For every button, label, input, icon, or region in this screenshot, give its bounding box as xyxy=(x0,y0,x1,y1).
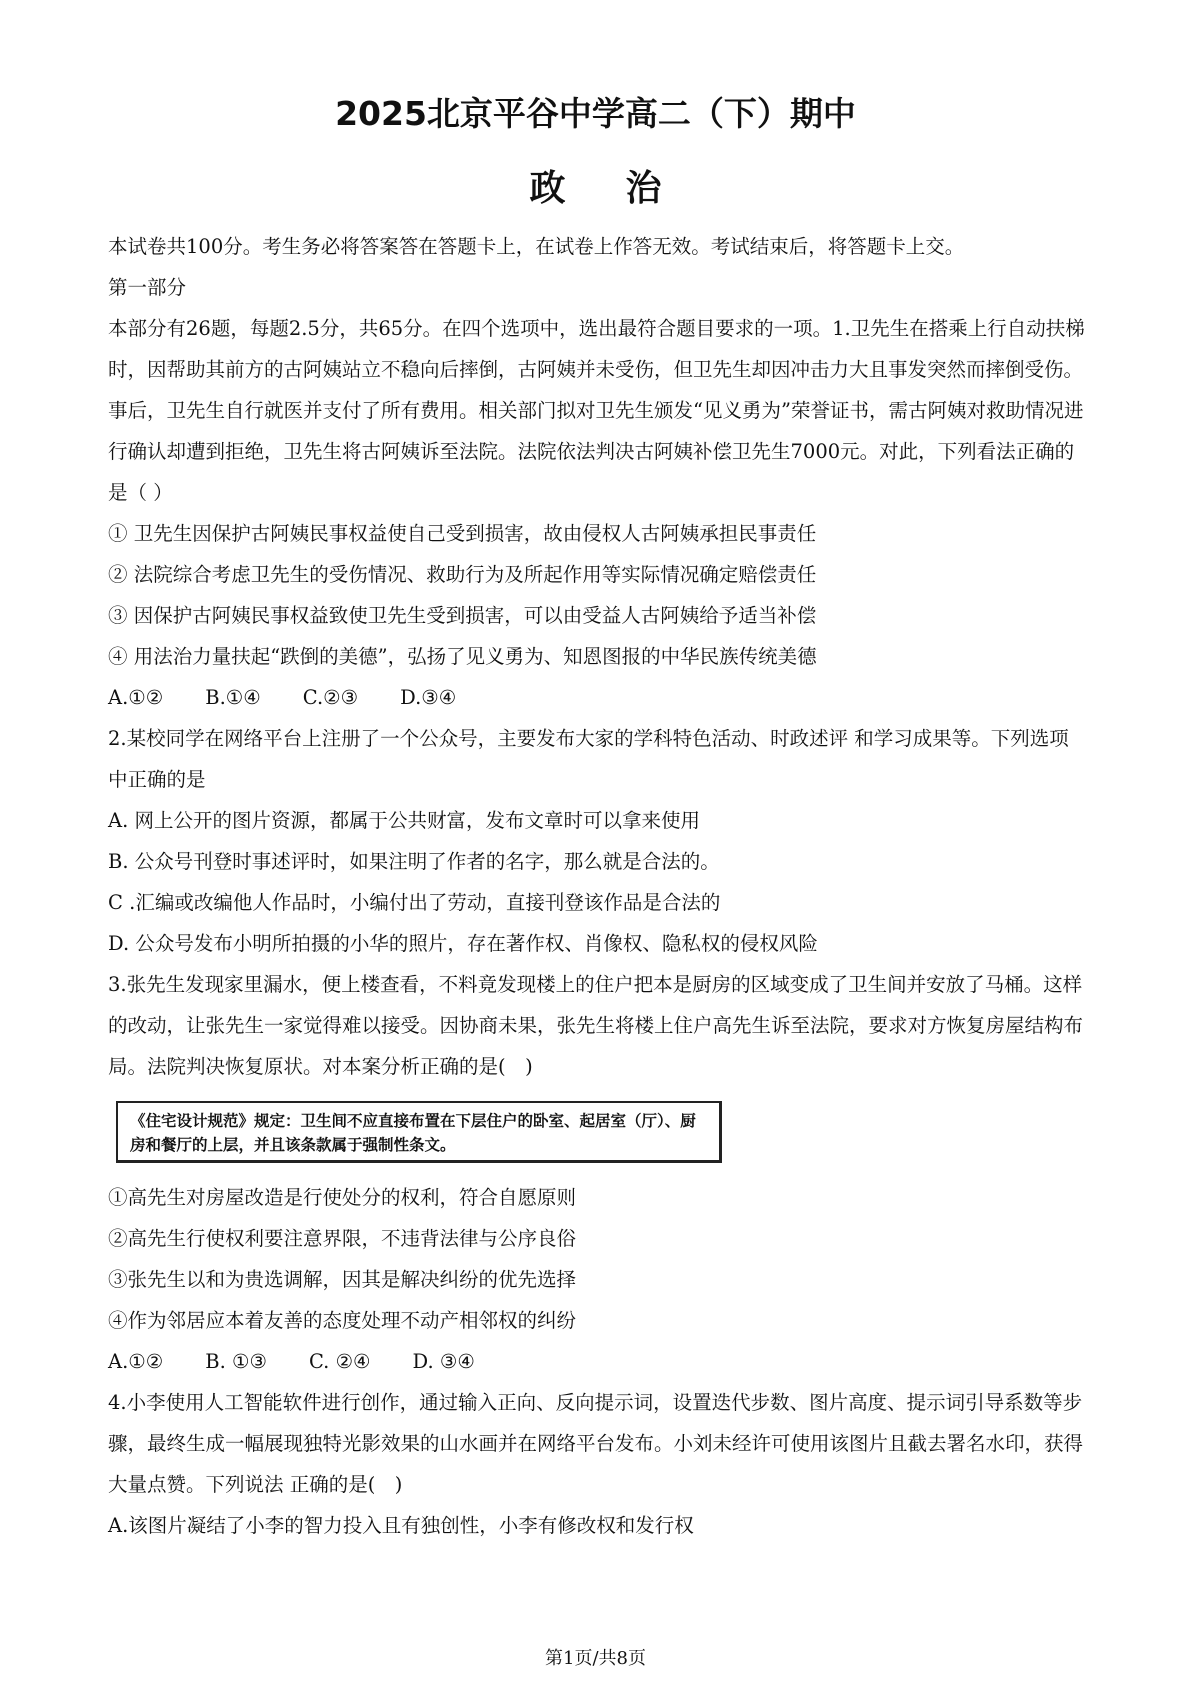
q3-item-2: ②高先生行使权利要注意界限，不违背法律与公序良俗 xyxy=(108,1227,577,1250)
q3-choices xyxy=(108,1341,1088,1382)
q3-choice-d: D. ③④ xyxy=(412,1350,475,1373)
part-label: 第一部分 xyxy=(108,276,187,299)
question-3-stem: 3.张先生发现家里漏水，便上楼查看，不料竟发现楼上的住户把本是厨房的区域变成了卫生间并安放了马桶。这样的改动，让张先生一家觉得难以接受。因协商未果，张先生将楼上住户高先生诉至法院，要求对方恢复房屋结构布局。法院判决恢复原状。对本案分析正确的是( ) xyxy=(108,973,1084,1078)
page-footer: 第1页/共8页 xyxy=(545,1648,646,1669)
q1-choice-c: C.②③ xyxy=(302,686,359,709)
q3-choice-c: C. ②④ xyxy=(308,1350,371,1373)
exam-body xyxy=(108,226,1088,1546)
q1-choice-b: B.①④ xyxy=(205,686,261,709)
q2-option-c: C .汇编或改编他人作品时，小编付出了劳动，直接刊登该作品是合法的 xyxy=(108,891,721,914)
q1-item-2: ② 法院综合考虑卫先生的受伤情况、救助行为及所起作用等实际情况确定赔偿责任 xyxy=(108,563,817,586)
q3-item-1: ①高先生对房屋改造是行使处分的权利，符合自愿原则 xyxy=(108,1186,577,1209)
question-2-stem: 2.某校同学在网络平台上注册了一个公众号，主要发布大家的学科特色活动、时政述评 和学习成果等。下列选项中正确的是 xyxy=(108,727,1069,791)
exam-title: 2025北京平谷中学高二（下）期中 xyxy=(335,94,856,133)
q1-item-3: ③ 因保护古阿姨民事权益致使卫先生受到损害，可以由受益人古阿姨给予适当补偿 xyxy=(108,604,817,627)
q2-option-d: D. 公众号发布小明所拍摄的小华的照片，存在著作权、肖像权、隐私权的侵权风险 xyxy=(108,932,818,955)
q4-option-a: A.该图片凝结了小李的智力投入且有独创性，小李有修改权和发行权 xyxy=(108,1514,694,1537)
question-1 xyxy=(108,308,1088,513)
q2-option-b: B. 公众号刊登时事述评时，如果注明了作者的名字，那么就是合法的。 xyxy=(108,850,720,873)
q1-item-4: ④ 用法治力量扶起“跌倒的美德”，弘扬了见义勇为、知恩图报的中华民族传统美德 xyxy=(108,645,817,668)
q1-choice-a: A.①② xyxy=(108,686,164,709)
q1-choices xyxy=(108,677,1088,718)
q3-item-3: ③张先生以和为贵选调解，因其是解决纠纷的优先选择 xyxy=(108,1268,577,1291)
q1-item-1: ① 卫先生因保护古阿姨民事权益使自己受到损害，故由侵权人古阿姨承担民事责任 xyxy=(108,522,817,545)
q3-choice-b: B. ①③ xyxy=(205,1350,267,1373)
question-4-stem: 4.小李使用人工智能软件进行创作，通过输入正向、反向提示词，设置迭代步数、图片高度、提示词引导系数等步骤，最终生成一幅展现独特光影效果的山水画并在网络平台发布。小刘未经许可使用该图片且截去署名水印，获得大量点赞。下列说法 正确的是( ) xyxy=(108,1391,1084,1496)
q2-option-a: A. 网上公开的图片资源，都属于公共财富，发布文章时可以拿来使用 xyxy=(108,809,700,832)
regulation-box: 《住宅设计规范》规定：卫生间不应直接布置在下层住户的卧室、起居室（厅）、厨房和餐厅的上层，并且该条款属于强制性条文。 xyxy=(116,1101,722,1163)
question-1-stem: 1.卫先生在搭乘上行自动扶梯时，因帮助其前方的古阿姨站立不稳向后摔倒，古阿姨并未受伤，但卫先生却因冲击力大且事发突然而摔倒受伤。事后，卫先生自行就医并支付了所有费用。相关部门拟对卫先生颁发“见义勇为”荣誉证书，需古阿姨对救助情况进行确认却遭到拒绝，卫先生将古阿姨诉至法院。法院依法判决古阿姨补偿卫先生7000元。对此，下列看法正确的是（ ） xyxy=(108,317,1085,504)
instructions: 本试卷共100分。考生务必将答案答在答题卡上，在试卷上作答无效。考试结束后，将答题卡上交。 xyxy=(108,235,965,258)
q1-choice-d: D.③④ xyxy=(400,686,457,709)
subject-title: 政治 xyxy=(529,167,722,209)
part-description: 本部分有26题，每题2.5分，共65分。在四个选项中，选出最符合题目要求的一项。 xyxy=(108,317,833,340)
q3-item-4: ④作为邻居应本着友善的态度处理不动产相邻权的纠纷 xyxy=(108,1309,577,1332)
q3-choice-a: A.①② xyxy=(108,1350,164,1373)
